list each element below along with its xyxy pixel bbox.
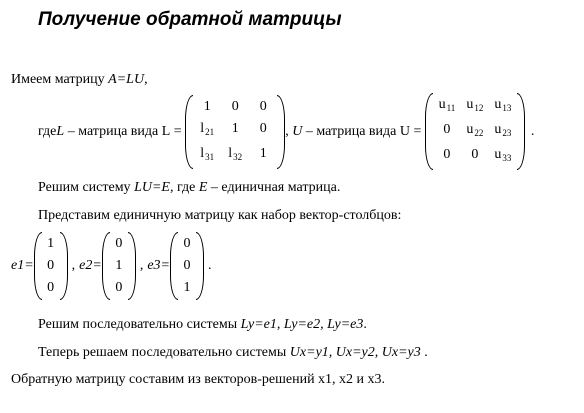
solve-line: Решим систему LU=E, где E – единичная матрица.: [38, 180, 341, 195]
vector-separator: .: [208, 258, 212, 273]
matrix-cell: 0: [443, 122, 451, 137]
column-vector: [170, 232, 204, 300]
matrix-cell: $u_{22}$: [466, 122, 484, 138]
matrix-cell: $l_{32}$: [228, 145, 243, 162]
matrix-cell: 1: [203, 98, 211, 114]
matrix-cell: 1: [231, 120, 239, 136]
u-matrix: [425, 93, 525, 170]
then-line: Теперь решаем последовательно системы Ux=y1, Ux=y2, Ux=y3 .: [38, 345, 428, 360]
vector-cell: 1: [47, 236, 55, 251]
left-bracket: [34, 232, 42, 300]
matrix-cell: $u_{13}$: [494, 97, 512, 113]
matrix-cell: 0: [231, 98, 239, 114]
right-bracket: [60, 232, 68, 300]
right-bracket: [196, 232, 204, 300]
matrix-cell: 0: [471, 147, 479, 162]
left-bracket: [185, 95, 193, 169]
left-bracket: [102, 232, 110, 300]
systems-line: Решим последовательно системы Ly=e1, Ly=e2, Ly=e3.: [38, 317, 367, 332]
matrix-cell: 0: [259, 98, 267, 114]
matrix-cell: 1: [259, 145, 267, 161]
right-bracket: [277, 95, 285, 169]
vector-cell: 0: [115, 280, 123, 295]
right-bracket: [128, 232, 136, 300]
vector-cell: 0: [183, 236, 191, 251]
left-bracket: [425, 93, 433, 170]
vector-cell: 1: [115, 258, 123, 273]
vector-cell: 0: [47, 280, 55, 295]
matrix-cell: $u_{12}$: [466, 97, 484, 113]
right-bracket: [517, 93, 525, 170]
vector-separator: ,: [71, 258, 76, 273]
unit-vectors: [11, 232, 212, 300]
matrix-cell: $l_{31}$: [200, 145, 215, 162]
matrix-cell: $u_{23}$: [494, 122, 512, 138]
intro-line: Имеем матрицу A=LU,: [11, 72, 148, 87]
l-matrix: [185, 95, 285, 169]
matrix-cell: 0: [443, 147, 451, 162]
vector-label: e2=: [79, 258, 102, 273]
matrix-cell: $u_{11}$: [438, 97, 456, 113]
matrices-line: где L – матрица вида L = 1 0 0 $l_{21}$ 1 0 $l_{31}$ $l_{32}$ 1 , U – матрица вида U = $u_{11}$ $u_{12}$ $u_{13}$ 0 $u_{22}$ $u_{23}$ 0 0 $u_{33}$ .: [38, 93, 534, 170]
matrix-cell: $l_{21}$: [200, 120, 215, 137]
vector-cell: 1: [183, 280, 191, 295]
vector-cell: 0: [47, 258, 55, 273]
final-line: Обратную матрицу составим из векторов-решений x1, x2 и x3.: [11, 372, 386, 387]
matrix-cell: 0: [259, 120, 267, 136]
vector-cell: 0: [115, 236, 123, 251]
column-vector: [102, 232, 136, 300]
vector-label: e3=: [147, 258, 171, 273]
column-vector: [34, 232, 68, 300]
vector-cell: 0: [183, 258, 191, 273]
page-title: Получение обратной матрицы: [38, 9, 342, 30]
vector-label: e1=: [11, 258, 34, 273]
represent-line: Представим единичную матрицу как набор вектор-столбцов:: [38, 208, 402, 223]
left-bracket: [170, 232, 178, 300]
matrix-cell: $u_{33}$: [494, 147, 512, 163]
vector-separator: ,: [139, 258, 144, 273]
